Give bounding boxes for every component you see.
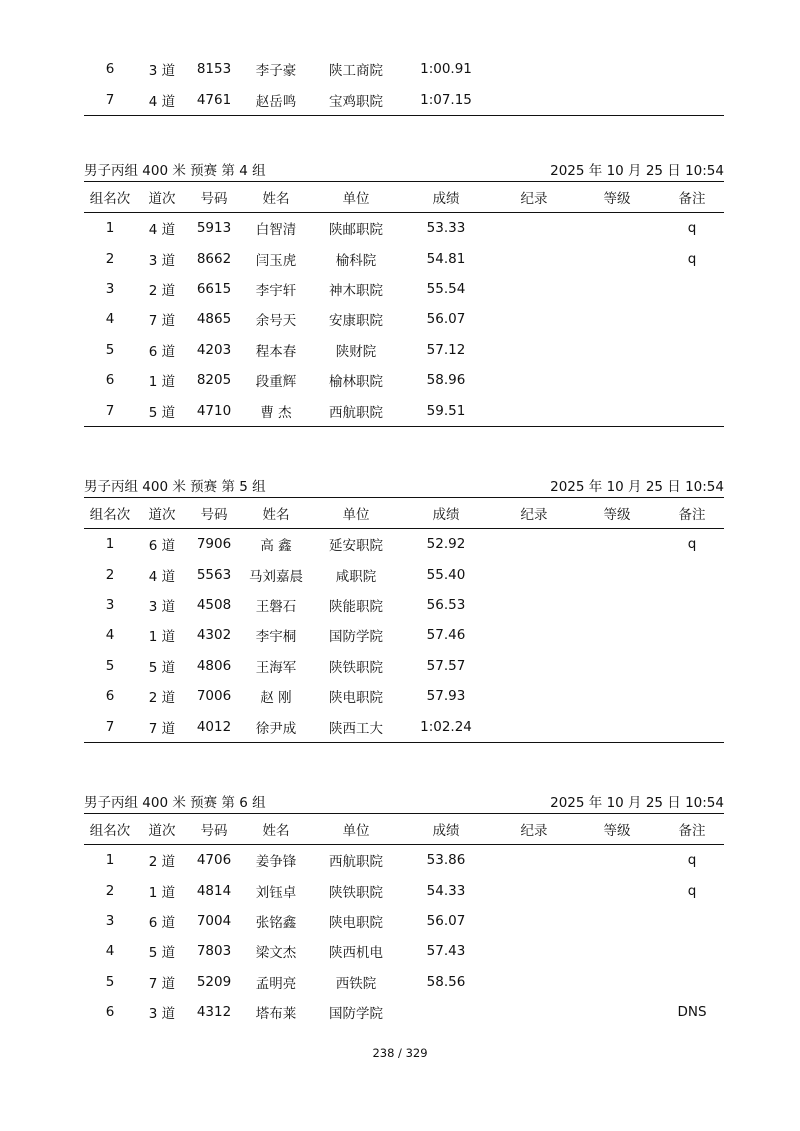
column-header-result: 成绩 xyxy=(432,823,460,839)
bib-cell: 4710 xyxy=(196,402,232,419)
column-header-note: 备注 xyxy=(678,507,706,523)
result-cell: 57.43 xyxy=(426,943,466,960)
bib-cell: 6615 xyxy=(196,280,232,297)
column-header-record: 纪录 xyxy=(520,191,548,207)
note-cell: q xyxy=(687,882,697,899)
result-cell: 1:00.91 xyxy=(420,61,472,78)
rank-cell: 6 xyxy=(105,1004,115,1021)
lane-cell: 5 道 xyxy=(148,659,176,676)
bib-cell: 4814 xyxy=(196,882,232,899)
result-cell: 57.12 xyxy=(426,341,466,358)
heat-rows xyxy=(84,213,724,426)
heat-rows xyxy=(84,529,724,742)
name-cell: 白智清 xyxy=(255,222,297,239)
rank-cell: 3 xyxy=(105,596,115,613)
lane-cell: 1 道 xyxy=(148,884,176,901)
bib-cell: 7004 xyxy=(196,912,232,929)
name-cell: 王磐石 xyxy=(255,598,297,615)
column-header-record: 纪录 xyxy=(520,823,548,839)
bib-cell: 7006 xyxy=(196,688,232,705)
unit-cell: 国防学院 xyxy=(329,1006,383,1023)
name-cell: 赵岳鸣 xyxy=(255,93,297,110)
result-cell: 56.53 xyxy=(426,596,466,613)
table-row xyxy=(84,54,724,84)
lane-cell: 6 道 xyxy=(148,343,176,360)
rank-cell: 6 xyxy=(105,688,115,705)
table-row xyxy=(84,620,724,650)
column-header-note: 备注 xyxy=(678,823,706,839)
lane-cell: 4 道 xyxy=(148,568,176,585)
lane-cell: 7 道 xyxy=(148,720,176,737)
name-cell: 闫玉虎 xyxy=(255,252,297,269)
unit-cell: 陕能职院 xyxy=(329,598,383,615)
column-header-grade: 等级 xyxy=(603,823,631,839)
rank-cell: 3 xyxy=(105,912,115,929)
column-header-result: 成绩 xyxy=(432,507,460,523)
column-header-lane: 道次 xyxy=(148,823,176,839)
name-cell: 曹 杰 xyxy=(260,404,292,421)
table-row xyxy=(84,590,724,620)
unit-cell: 陕电职院 xyxy=(329,690,383,707)
table-row xyxy=(84,365,724,395)
lane-cell: 6 道 xyxy=(148,538,176,555)
name-cell: 姜争锋 xyxy=(255,854,297,871)
rank-cell: 6 xyxy=(105,372,115,389)
rank-cell: 2 xyxy=(105,250,115,267)
result-cell: 54.33 xyxy=(426,882,466,899)
heat-header xyxy=(84,477,724,497)
unit-cell: 国防学院 xyxy=(329,629,383,646)
note-cell: q xyxy=(687,536,697,553)
table-row xyxy=(84,997,724,1027)
result-cell: 55.54 xyxy=(426,280,466,297)
table-row xyxy=(84,395,724,425)
unit-cell: 榆科院 xyxy=(335,252,377,269)
rank-cell: 1 xyxy=(105,852,115,869)
rank-cell: 1 xyxy=(105,536,115,553)
result-cell: 52.92 xyxy=(426,536,466,553)
heat-datetime: 2025 年 10 月 25 日 10:54 xyxy=(550,163,724,179)
name-cell: 程本春 xyxy=(255,343,297,360)
column-header-unit: 单位 xyxy=(342,823,370,839)
note-cell: q xyxy=(687,852,697,869)
unit-cell: 延安职院 xyxy=(329,538,383,555)
unit-cell: 陕西机电 xyxy=(329,945,383,962)
table-row xyxy=(84,967,724,997)
table-row xyxy=(84,936,724,966)
table-row xyxy=(84,875,724,905)
lane-cell: 4 道 xyxy=(148,222,176,239)
unit-cell: 西铁院 xyxy=(335,975,377,992)
column-header-lane: 道次 xyxy=(148,191,176,207)
rank-cell: 7 xyxy=(105,91,115,108)
table-bottom-rule xyxy=(84,742,724,743)
lane-cell: 1 道 xyxy=(148,629,176,646)
bib-cell: 8153 xyxy=(196,61,232,78)
result-cell: 55.40 xyxy=(426,566,466,583)
column-header-name: 姓名 xyxy=(262,507,290,523)
column-header-lane: 道次 xyxy=(148,507,176,523)
table-row xyxy=(84,213,724,243)
unit-cell: 陕铁职院 xyxy=(329,884,383,901)
heat-4-table xyxy=(84,161,724,427)
name-cell: 李宇轩 xyxy=(255,282,297,299)
unit-cell: 陕铁职院 xyxy=(329,659,383,676)
name-cell: 高 鑫 xyxy=(260,538,292,555)
result-cell: 1:02.24 xyxy=(420,718,472,735)
column-header-note: 备注 xyxy=(678,191,706,207)
lane-cell: 3 道 xyxy=(148,252,176,269)
rank-cell: 2 xyxy=(105,882,115,899)
lane-cell: 7 道 xyxy=(148,313,176,330)
unit-cell: 安康职院 xyxy=(329,313,383,330)
result-cell: 54.81 xyxy=(426,250,466,267)
column-header-result: 成绩 xyxy=(432,191,460,207)
table-row xyxy=(84,651,724,681)
bib-cell: 8662 xyxy=(196,250,232,267)
name-cell: 刘钰卓 xyxy=(255,884,297,901)
column-header-record: 纪录 xyxy=(520,507,548,523)
bib-cell: 4706 xyxy=(196,852,232,869)
heat-title: 男子丙组 400 米 预赛 第 6 组 xyxy=(84,795,266,811)
rank-cell: 3 xyxy=(105,280,115,297)
lane-cell: 1 道 xyxy=(148,374,176,391)
bib-cell: 7803 xyxy=(196,943,232,960)
lane-cell: 2 道 xyxy=(148,690,176,707)
unit-cell: 神木职院 xyxy=(329,282,383,299)
bib-cell: 4508 xyxy=(196,596,232,613)
table-row xyxy=(84,304,724,334)
rank-cell: 1 xyxy=(105,220,115,237)
lane-cell: 3 道 xyxy=(148,598,176,615)
column-header-rank: 组名次 xyxy=(89,507,131,523)
result-cell: 58.96 xyxy=(426,372,466,389)
table-row xyxy=(84,845,724,875)
bib-cell: 4761 xyxy=(196,91,232,108)
lane-cell: 4 道 xyxy=(148,93,176,110)
rank-cell: 2 xyxy=(105,566,115,583)
unit-cell: 榆林职院 xyxy=(329,374,383,391)
bib-cell: 5209 xyxy=(196,973,232,990)
column-header-unit: 单位 xyxy=(342,191,370,207)
name-cell: 塔布莱 xyxy=(255,1006,297,1023)
table-row xyxy=(84,529,724,559)
column-header-grade: 等级 xyxy=(603,507,631,523)
rank-cell: 4 xyxy=(105,943,115,960)
column-header-row xyxy=(84,814,724,844)
heat-title: 男子丙组 400 米 预赛 第 4 组 xyxy=(84,163,266,179)
name-cell: 李宇桐 xyxy=(255,629,297,646)
lane-cell: 3 道 xyxy=(148,1006,176,1023)
result-cell: 53.33 xyxy=(426,220,466,237)
table-bottom-rule xyxy=(84,426,724,427)
name-cell: 王海军 xyxy=(255,659,297,676)
bib-cell: 4302 xyxy=(196,627,232,644)
column-header-unit: 单位 xyxy=(342,507,370,523)
column-header-rank: 组名次 xyxy=(89,191,131,207)
rank-cell: 6 xyxy=(105,61,115,78)
rank-cell: 5 xyxy=(105,657,115,674)
note-cell: q xyxy=(687,250,697,267)
rank-cell: 4 xyxy=(105,311,115,328)
rank-cell: 7 xyxy=(105,402,115,419)
result-cell: 59.51 xyxy=(426,402,466,419)
heat-6-table xyxy=(84,793,724,1027)
note-cell: q xyxy=(687,220,697,237)
table-row xyxy=(84,243,724,273)
bib-cell: 4312 xyxy=(196,1004,232,1021)
table-row xyxy=(84,681,724,711)
result-cell: 57.93 xyxy=(426,688,466,705)
name-cell: 张铭鑫 xyxy=(255,914,297,931)
table-row xyxy=(84,84,724,114)
heat-header xyxy=(84,793,724,813)
top-fragment-rows xyxy=(84,54,724,115)
result-cell: 53.86 xyxy=(426,852,466,869)
result-cell: 57.46 xyxy=(426,627,466,644)
name-cell: 余号天 xyxy=(255,313,297,330)
table-bottom-rule xyxy=(84,115,724,116)
unit-cell: 陕电职院 xyxy=(329,914,383,931)
bib-cell: 4012 xyxy=(196,718,232,735)
result-cell: 58.56 xyxy=(426,973,466,990)
name-cell: 段重辉 xyxy=(255,374,297,391)
lane-cell: 2 道 xyxy=(148,854,176,871)
bib-cell: 7906 xyxy=(196,536,232,553)
column-header-bib: 号码 xyxy=(200,823,228,839)
heat-datetime: 2025 年 10 月 25 日 10:54 xyxy=(550,795,724,811)
lane-cell: 3 道 xyxy=(148,63,176,80)
note-cell: DNS xyxy=(677,1004,707,1021)
column-header-grade: 等级 xyxy=(603,191,631,207)
rank-cell: 5 xyxy=(105,341,115,358)
bib-cell: 8205 xyxy=(196,372,232,389)
lane-cell: 7 道 xyxy=(148,975,176,992)
heat-header xyxy=(84,161,724,181)
unit-cell: 陕工商院 xyxy=(329,63,383,80)
unit-cell: 陕西工大 xyxy=(329,720,383,737)
bib-cell: 5563 xyxy=(196,566,232,583)
bib-cell: 5913 xyxy=(196,220,232,237)
unit-cell: 陕邮职院 xyxy=(329,222,383,239)
heat-datetime: 2025 年 10 月 25 日 10:54 xyxy=(550,479,724,495)
name-cell: 马刘嘉晨 xyxy=(249,568,303,585)
name-cell: 李子豪 xyxy=(255,63,297,80)
bib-cell: 4203 xyxy=(196,341,232,358)
name-cell: 梁文杰 xyxy=(255,945,297,962)
result-cell: 1:07.15 xyxy=(420,91,472,108)
lane-cell: 5 道 xyxy=(148,945,176,962)
column-header-row xyxy=(84,182,724,212)
unit-cell: 西航职院 xyxy=(329,404,383,421)
unit-cell: 陕财院 xyxy=(335,343,377,360)
name-cell: 赵 刚 xyxy=(260,690,292,707)
lane-cell: 5 道 xyxy=(148,404,176,421)
unit-cell: 咸职院 xyxy=(335,568,377,585)
heat-rows xyxy=(84,845,724,1027)
heat-title: 男子丙组 400 米 预赛 第 5 组 xyxy=(84,479,266,495)
table-row xyxy=(84,335,724,365)
unit-cell: 西航职院 xyxy=(329,854,383,871)
bib-cell: 4865 xyxy=(196,311,232,328)
result-cell: 57.57 xyxy=(426,657,466,674)
table-row xyxy=(84,711,724,741)
table-row xyxy=(84,274,724,304)
unit-cell: 宝鸡职院 xyxy=(329,93,383,110)
top-fragment xyxy=(84,54,724,116)
page-number: 238 / 329 xyxy=(372,1046,428,1060)
column-header-bib: 号码 xyxy=(200,191,228,207)
lane-cell: 2 道 xyxy=(148,282,176,299)
column-header-bib: 号码 xyxy=(200,507,228,523)
rank-cell: 4 xyxy=(105,627,115,644)
table-row xyxy=(84,906,724,936)
column-header-name: 姓名 xyxy=(262,823,290,839)
bib-cell: 4806 xyxy=(196,657,232,674)
result-cell: 56.07 xyxy=(426,311,466,328)
rank-cell: 7 xyxy=(105,718,115,735)
column-header-rank: 组名次 xyxy=(89,823,131,839)
column-header-name: 姓名 xyxy=(262,191,290,207)
name-cell: 徐尹成 xyxy=(255,720,297,737)
table-row xyxy=(84,559,724,589)
result-cell: 56.07 xyxy=(426,912,466,929)
lane-cell: 6 道 xyxy=(148,914,176,931)
column-header-row xyxy=(84,498,724,528)
heat-5-table xyxy=(84,477,724,743)
name-cell: 孟明亮 xyxy=(255,975,297,992)
rank-cell: 5 xyxy=(105,973,115,990)
